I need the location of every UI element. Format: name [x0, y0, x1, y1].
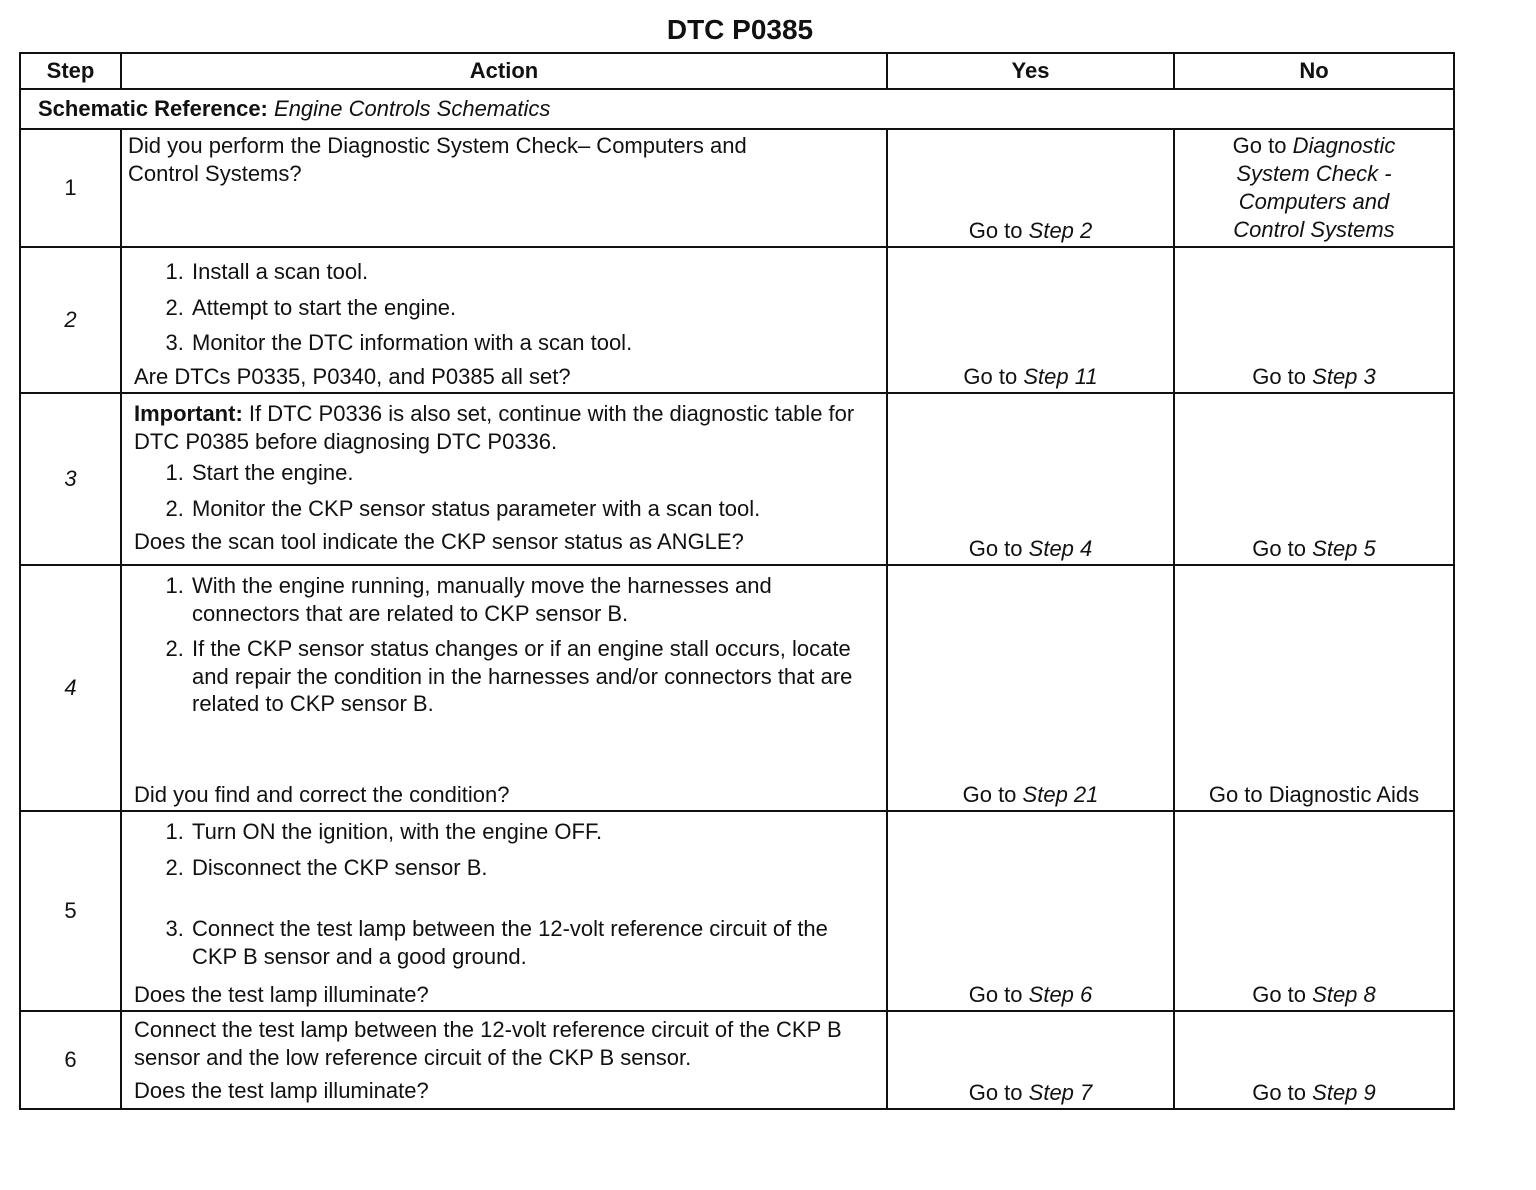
list-item: 2. If the CKP sensor status changes or if an engine stall occurs, locate and repair the condition in the harnesses and/or connectors that are related to CKP sensor B. — [190, 635, 876, 718]
question-text: Does the test lamp illuminate? — [134, 981, 429, 1007]
table-row — [20, 129, 1454, 247]
important-note: Important: If DTC P0336 is also set, continue with the diagnostic table for DTC P0385 before diagnosing DTC P0336. — [134, 401, 855, 454]
header-no: No — [1174, 53, 1454, 89]
yes-cell: Go to Step 21 — [887, 565, 1174, 811]
header-yes: Yes — [887, 53, 1174, 89]
list-item: 3. Connect the test lamp between the 12-volt reference circuit of the CKP B sensor and a good ground. — [190, 915, 876, 970]
table-row — [20, 811, 1454, 1011]
step-number: 1 — [20, 129, 121, 247]
list-item: 1. Turn ON the ignition, with the engine OFF. — [190, 818, 876, 846]
yes-cell: Go to Step 2 — [887, 129, 1174, 247]
no-cell: Go to Step 9 — [1174, 1011, 1454, 1109]
list-item: 2. Disconnect the CKP sensor B. — [190, 854, 876, 882]
list-item: 1. Install a scan tool. — [190, 254, 876, 290]
table-row — [20, 393, 1454, 565]
header-step: Step — [20, 53, 121, 89]
step-number: 3 — [20, 393, 121, 565]
yes-step-link: Step 2 — [1028, 217, 1093, 243]
step-number: 4 — [20, 565, 121, 811]
step-number: 2 — [20, 247, 121, 393]
no-cell: Go to Step 8 — [1174, 811, 1454, 1011]
list-item: 1. Start the engine. — [190, 455, 876, 491]
action-text: Did you perform the Diagnostic System Check– Computers and Control Systems? — [128, 133, 747, 186]
action-text: Connect the test lamp between the 12-volt reference circuit of the CKP B sensor and the low reference circuit of the CKP B sensor. — [134, 1017, 842, 1070]
dtc-table — [19, 52, 1455, 1110]
schematic-label: Schematic Reference: — [38, 96, 268, 122]
table-row — [20, 247, 1454, 393]
yes-cell: Go to Step 4 — [887, 393, 1174, 565]
question-text: Are DTCs P0335, P0340, and P0385 all set? — [134, 363, 571, 389]
header-action: Action — [121, 53, 887, 89]
no-cell: Go to Diagnostic System Check - Computers and Control Systems — [1174, 129, 1454, 247]
yes-cell: Go to Step 6 — [887, 811, 1174, 1011]
schematic-row — [20, 89, 1454, 129]
step-number: 6 — [20, 1011, 121, 1109]
page-title: DTC P0385 — [666, 14, 814, 45]
no-cell: Go to Step 3 — [1174, 247, 1454, 393]
question-text: Does the test lamp illuminate? — [134, 1078, 429, 1103]
yes-cell: Go to Step 7 — [887, 1011, 1174, 1109]
question-text: Does the scan tool indicate the CKP sensor status as ANGLE? — [134, 529, 744, 554]
schematic-value: Engine Controls Schematics — [274, 96, 551, 122]
list-item: 2. Monitor the CKP sensor status parameter with a scan tool. — [190, 491, 876, 527]
table-row — [20, 1011, 1454, 1109]
yes-cell: Go to Step 11 — [887, 247, 1174, 393]
no-cell: Go to Step 5 — [1174, 393, 1454, 565]
list-item: 3. Monitor the DTC information with a scan tool. — [190, 325, 876, 361]
table-row — [20, 565, 1454, 811]
question-text: Did you find and correct the condition? — [134, 781, 510, 807]
list-item: 1. With the engine running, manually move the harnesses and connectors that are related to CKP sensor B. — [190, 572, 876, 627]
no-cell: Go to Diagnostic Aids — [1174, 565, 1454, 811]
header-row — [20, 53, 1454, 89]
list-item: 2. Attempt to start the engine. — [190, 290, 876, 326]
step-number: 5 — [20, 811, 121, 1011]
